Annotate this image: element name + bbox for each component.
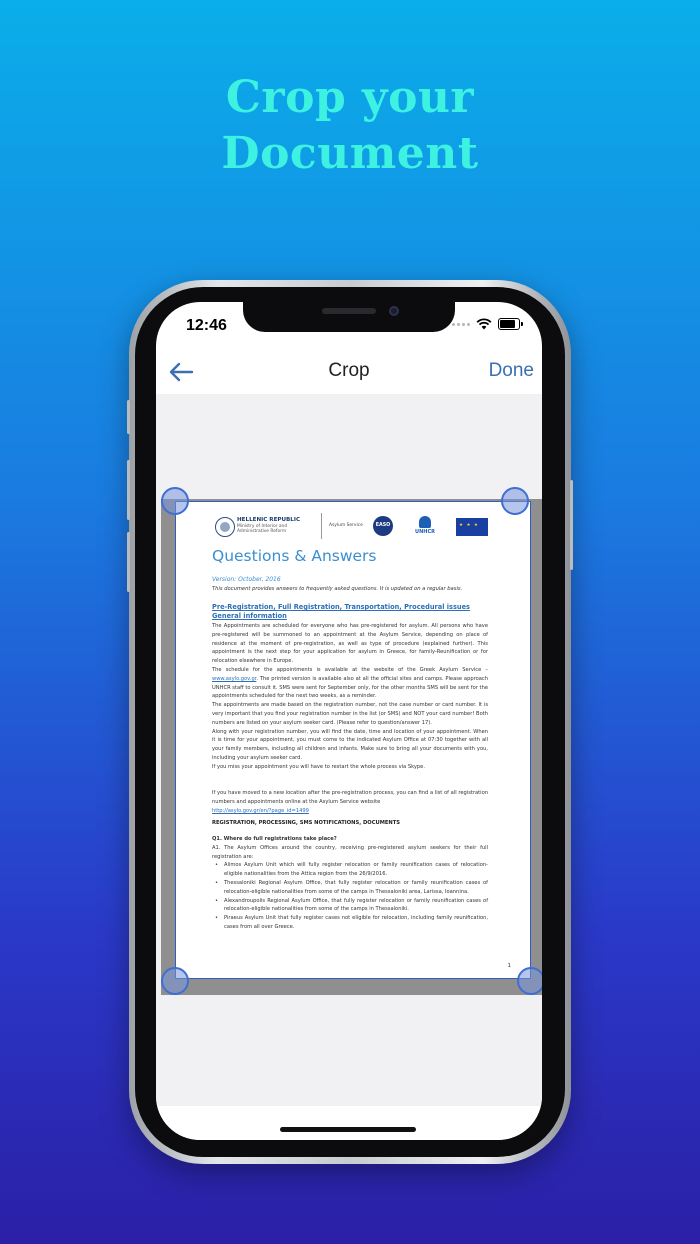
document-body-1 <box>212 622 488 772</box>
unhcr-logo <box>412 516 438 538</box>
page-number: 1 <box>507 963 511 969</box>
eu-flag-icon <box>456 518 488 536</box>
paragraph: If you miss your appointment you will have to restart the whole process via Skype. <box>212 763 425 770</box>
org-subtitle: Ministry of Interior and Administrative Reform <box>237 524 288 534</box>
crop-handle-bottom-right[interactable] <box>517 967 542 995</box>
unhcr-emblem-icon <box>419 516 431 528</box>
document-version: Version: October, 2016 <box>212 576 281 583</box>
paragraph: The appointments are made based on the registration number, not the case number or card number. It is very important that you find your registration number in the list (or SMS) and NOT your card number! Both numbers are listed on your asylum seeker card. (Please refer to question/answer 17). <box>212 702 488 726</box>
phone-screen <box>156 302 542 1140</box>
list-item: • Alimos Asylum Unit which will fully register relocation or family reunification cases of relocation-eligible nationalities from the Attica region from the 26/9/2016. <box>212 861 488 879</box>
crop-handle-bottom-left[interactable] <box>161 967 189 995</box>
paragraph-text: . The printed version is available also at all the official sites and camps. Please approach UNHCR staff to consult it. SMS were sent for September only, for the other months SMS will be sent for the appointments scheduled for the next two weeks, as a reminder. <box>212 675 488 700</box>
phone-notch <box>243 302 455 332</box>
promo-headline <box>0 70 700 182</box>
paragraph: If you have moved to a new location after the pre-registration process, you can find a list of all registration numbers and appointments online at the Asylum Service website <box>212 790 488 805</box>
home-indicator[interactable] <box>280 1127 416 1132</box>
document-title: Questions & Answers <box>212 547 377 565</box>
front-camera <box>389 306 399 316</box>
navigation-bar <box>156 350 542 394</box>
org-title: HELLENIC REPUBLIC <box>237 517 301 523</box>
hellenic-crest-icon <box>215 517 235 537</box>
answer: A1. The Asylum Offices around the country, receiving pre-registered asylum seekers for their full registration are: <box>212 844 488 860</box>
header-divider <box>321 513 322 539</box>
paragraph: The Appointments are scheduled for everyone who has pre-registered for asylum. All persons who have pre-registered will be summoned to an appointment at the Asylum Service, depending on place of residence at the moment of pre-registration, as well as type of procedure (explained further). This appointment is the next step for your application for asylum in Greece, for family-Reunification or for relocation elsewhere in Europe. <box>212 623 488 665</box>
document-body-2 <box>212 789 488 815</box>
phone-side-button <box>127 400 130 434</box>
headline-line-2: Document <box>221 128 479 179</box>
battery-icon <box>498 318 520 330</box>
list-item: • Alexandroupolis Regional Asylum Office, that fully register relocation or family reunification cases of relocation-eligible nationalities from some of the camps in Thessaloniki. <box>212 897 488 915</box>
paragraph <box>212 807 488 816</box>
crop-handle-top-left[interactable] <box>161 487 189 515</box>
done-button[interactable]: Done <box>488 360 534 381</box>
document-page <box>175 501 531 979</box>
phone-volume-up-button <box>127 460 130 520</box>
status-time: 12:46 <box>186 317 227 334</box>
list-item: • Piraeus Asylum Unit that fully register cases not eligible for relocation, including family reunification, cases from all over Greece. <box>212 914 488 932</box>
crop-handle-top-right[interactable] <box>501 487 529 515</box>
list-item: • Thessaloniki Regional Asylum Office, that fully register relocation or family reunification cases of relocation-eligible nationalities from some of the camps in Thessaloniki area, Larissa, Ioannina. <box>212 879 488 897</box>
phone-power-button <box>570 480 573 570</box>
paragraph-text: The schedule for the appointments is available at the website of the Greek Asylum Service – <box>212 666 488 673</box>
easo-logo: EASO <box>373 516 393 536</box>
unhcr-label: UNHCR <box>415 529 435 535</box>
cellular-signal-icon <box>452 323 470 326</box>
wifi-icon <box>476 318 492 330</box>
document-intro: This document provides answers to frequently asked questions. It is updated on a regular basis. <box>212 586 463 592</box>
paragraph: Along with your registration number, you will find the date, time and location of your appointment. When it is time for your appointment, you must come to the indicated Asylum Office at 07:30 together with all your family members, including all children and infants. Make sure to bring all your documents with you, including your asylum seeker card. <box>212 728 488 761</box>
section-heading-preregistration: Pre-Registration, Full Registration, Transportation, Procedural issues <box>212 603 470 611</box>
document-body-3 <box>212 835 488 932</box>
section-heading-general: General information <box>212 612 287 620</box>
crop-canvas <box>156 394 542 1106</box>
status-indicators <box>452 318 520 330</box>
nav-title: Crop <box>328 360 370 381</box>
paragraph <box>212 666 488 701</box>
asylum-service-label: Asylum Service <box>329 523 363 528</box>
bottom-safe-area <box>156 1106 542 1140</box>
appointments-link[interactable]: http://asylo.gov.gr/en/?page_id=1499 <box>212 807 309 814</box>
question: Q1. Where do full registrations take place? <box>212 836 337 842</box>
earpiece-speaker <box>322 308 376 314</box>
headline-line-1: Crop your <box>225 72 475 123</box>
phone-volume-down-button <box>127 532 130 592</box>
asylo-link[interactable]: www.asylo.gov.gr <box>212 675 257 682</box>
caps-heading: REGISTRATION, PROCESSING, SMS NOTIFICATIONS, DOCUMENTS <box>212 820 401 826</box>
document-header <box>213 513 523 541</box>
